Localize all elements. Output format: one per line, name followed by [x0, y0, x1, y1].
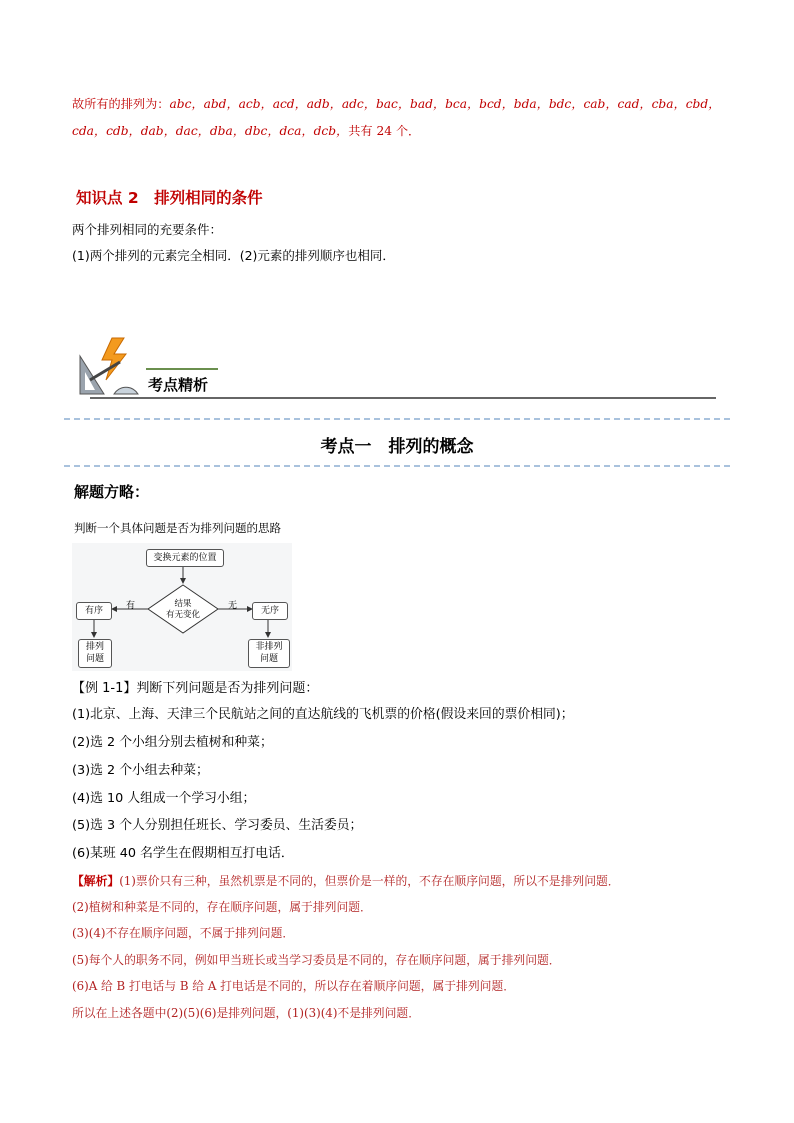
- exam-point-title: 考点一 排列的概念: [320, 437, 474, 457]
- perm-values-2: cda，cdb，dab，dac，dba，dbc，dca，dcb，: [72, 124, 349, 138]
- example-item-6: (6)某班 40 名学生在假期相互打电话．: [72, 846, 294, 861]
- left-result-line-1: 排列: [85, 642, 104, 652]
- flow-right-result: [248, 639, 290, 668]
- example-item-5: (5)选 3 个人分别担任班长、学习委员、生活委员；: [72, 818, 363, 833]
- solution-line-1: [72, 870, 620, 892]
- method-text: 判断一个具体问题是否为排列问题的思路: [74, 521, 281, 535]
- example-item-3: (3)选 2 个小组去种菜；: [72, 763, 209, 778]
- right-result-line-2: 问题: [259, 654, 278, 664]
- diamond-line-1: 结果: [174, 599, 192, 609]
- flow-left-edge-label: 有: [126, 601, 136, 611]
- dashed-divider-top: [64, 418, 730, 420]
- flow-diamond-text: [158, 599, 208, 621]
- perm-total: 共有 24 个．: [348, 124, 421, 138]
- kp-text-1: 两个排列相同的充要条件：: [72, 222, 223, 237]
- solution-label: 【解析】: [72, 874, 120, 888]
- example-item-1: (1)北京、上海、天津三个民航站之间的直达航线的飞机票的价格(假设来回的票价相同)；: [72, 707, 574, 722]
- example-item-4: (4)选 10 人组成一个学习小组；: [72, 791, 256, 806]
- solution-text-1: (1)票价只有三种，虽然机票是不同的，但票价是一样的，不存在顺序问题，所以不是排列问题．: [119, 874, 620, 888]
- solution-line-5: (6)A 给 B 打电话与 B 给 A 打电话是不同的，所以存在着顺序问题，属于排列问题．: [72, 979, 516, 993]
- perm-values-1: abc，abd，acb，acd，adb，adc，bac，bad，bca，bcd，bda，bdc，cab，cad，cba，cbd，: [169, 97, 721, 111]
- right-result-line-1: 非排列: [255, 642, 283, 652]
- flow-right-edge-label: 无: [228, 601, 238, 611]
- perm-intro: 故所有的排列为：: [72, 97, 170, 111]
- example-prompt: 判断下列问题是否为排列问题：: [136, 681, 319, 696]
- knowledge-point-title: 知识点 2 排列相同的条件: [76, 189, 263, 207]
- flow-left-box: 有序: [76, 602, 112, 620]
- flow-right-box: 无序: [252, 602, 288, 620]
- left-result-line-2: 问题: [85, 654, 104, 664]
- flowchart: [72, 543, 292, 671]
- diamond-line-2: 有无变化: [165, 610, 200, 620]
- flow-left-result: [78, 639, 112, 668]
- kp-text-2: (1)两个排列的元素完全相同．(2)元素的排列顺序也相同．: [72, 248, 395, 263]
- solution-line-3: (3)(4)不存在顺序问题，不属于排列问题．: [72, 926, 295, 940]
- dashed-divider-bottom: [64, 465, 730, 467]
- flow-top-box: 变换元素的位置: [146, 549, 224, 567]
- section-banner: [76, 336, 716, 400]
- solution-line-4: (5)每个人的职务不同，例如甲当班长或当学习委员是不同的，存在顺序问题，属于排列问题．: [72, 953, 561, 967]
- permutation-list-line1: [72, 93, 720, 115]
- example-item-2: (2)选 2 个小组分别去植树和种菜；: [72, 735, 273, 750]
- section-banner-title: 考点精析: [148, 376, 209, 394]
- permutation-list-line2: [72, 120, 420, 142]
- solution-line-2: (2)植树和种菜是不同的，存在顺序问题，属于排列问题．: [72, 900, 372, 914]
- example-label: 【例 1-1】: [72, 681, 137, 696]
- method-heading: 解题方略：: [74, 483, 150, 501]
- solution-conclusion: 所以在上述各题中(2)(5)(6)是排列问题，(1)(3)(4)不是排列问题．: [72, 1006, 420, 1020]
- example-heading: [72, 678, 318, 700]
